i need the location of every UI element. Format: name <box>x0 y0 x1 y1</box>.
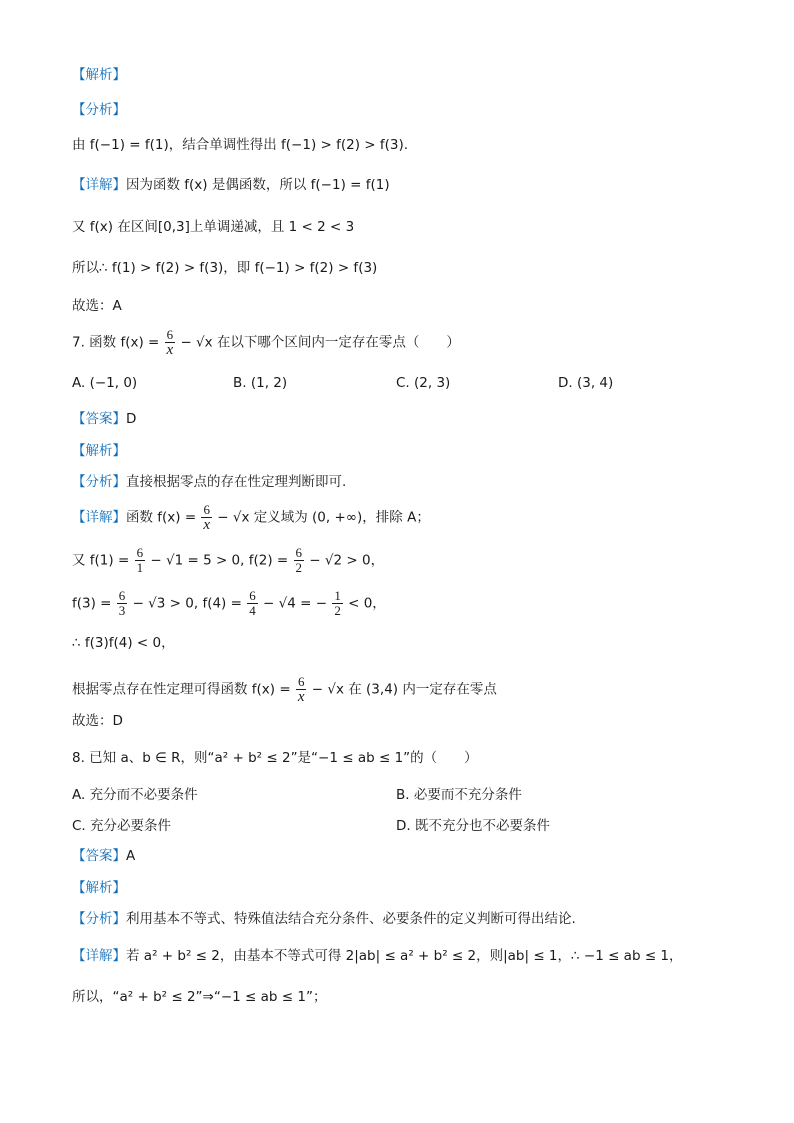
q7-conclusion-prefix: 根据零点存在性定理可得函数 f(x) = <box>72 681 291 698</box>
q7-option-d: D. (3, 4) <box>558 375 614 391</box>
q7-detail-suffix: − √x 定义域为 (0, +∞)，排除 A； <box>217 509 430 526</box>
q8-answer <box>72 847 135 865</box>
q7-choice: 故选：D <box>72 713 123 729</box>
fraction-6-over-4: $\frac{6}{4}$ <box>249 588 256 618</box>
fraction-6-over-x: $\frac{6}{x}$ <box>297 674 305 705</box>
q6-detail-line-2: 又 f(x) 在区间[0,3]上单调递减，且 1 < 2 < 3 <box>72 219 355 235</box>
q7-detail-line-1 <box>72 503 430 532</box>
fraction-6-over-3: $\frac{6}{3}$ <box>118 588 126 618</box>
answer-tag: 【答案】 <box>72 411 126 427</box>
q7-stem <box>72 328 460 357</box>
q7-conclusion-suffix: − √x 在 (3,4) 内一定存在零点 <box>311 681 497 698</box>
q6-detail-line-3: 所以∴ f(1) > f(2) > f(3)，即 f(−1) > f(2) > f(3) <box>72 260 378 276</box>
q8-detail-text: 若 a² + b² ≤ 2，由基本不等式可得 2|ab| ≤ a² + b² ≤ 2，则|ab| ≤ 1，∴ −1 ≤ ab ≤ 1， <box>126 948 683 964</box>
q7-fenxi-text: 直接根据零点的存在性定理判断即可. <box>126 474 347 490</box>
q7-product-line: ∴ f(3)f(4) < 0， <box>72 635 175 651</box>
q7-conclusion <box>72 675 497 704</box>
q8-fenxi <box>72 910 576 928</box>
q6-detail-text: 因为函数 f(x) 是偶函数，所以 f(−1) = f(1) <box>126 177 390 193</box>
q7-f3-suffix: < 0， <box>348 595 386 612</box>
q8-answer-value: A <box>126 848 136 864</box>
fenxi-tag: 【分析】 <box>72 474 126 490</box>
detail-tag: 【详解】 <box>72 177 126 193</box>
q8-fenxi-text: 利用基本不等式、特殊值法结合充分条件、必要条件的定义判断可得出结论. <box>126 911 576 927</box>
q7-f3-f4-line <box>72 589 386 618</box>
q7-option-c: C. (2, 3) <box>396 375 451 391</box>
fenxi-heading: 【分析】 <box>72 102 126 118</box>
fraction-6-over-2: $\frac{6}{2}$ <box>295 545 302 575</box>
q7-option-b: B. (1, 2) <box>233 375 288 391</box>
q7-analysis-heading: 【解析】 <box>72 443 126 459</box>
q7-detail-prefix: 函数 f(x) = <box>126 509 197 526</box>
q8-detail-line-1 <box>72 947 683 965</box>
q8-stem: 8. 已知 a、b ∈ R，则“a² + b² ≤ 2”是“−1 ≤ ab ≤ 1”的（ ） <box>72 750 478 766</box>
q7-answer <box>72 410 136 428</box>
fraction-6-over-x: $\frac{6}{x}$ <box>166 327 174 358</box>
q8-option-b: B. 必要而不充分条件 <box>396 787 522 803</box>
detail-tag: 【详解】 <box>72 948 126 964</box>
detail-tag: 【详解】 <box>72 509 126 526</box>
q8-option-a: A. 充分而不必要条件 <box>72 787 198 803</box>
q7-option-a: A. (−1, 0) <box>72 375 138 391</box>
q7-stem-prefix: 7. 函数 f(x) = <box>72 334 160 351</box>
q6-detail-line-1 <box>72 176 390 194</box>
q6-choice: 故选：A <box>72 298 122 314</box>
q6-fenxi-text: 由 f(−1) = f(1)，结合单调性得出 f(−1) > f(2) > f(3). <box>72 137 409 153</box>
fenxi-tag: 【分析】 <box>72 911 126 927</box>
q7-f1-f2-line <box>72 546 384 575</box>
q7-f1-mid: − √1 = 5 > 0, f(2) = <box>150 552 289 569</box>
fraction-1-over-2: $\frac{1}{2}$ <box>334 588 341 618</box>
q8-option-c: C. 充分必要条件 <box>72 818 172 834</box>
q7-stem-suffix: − √x 在以下哪个区间内一定存在零点（ ） <box>180 334 460 351</box>
fraction-6-over-1: $\frac{6}{1}$ <box>136 545 144 575</box>
q7-fenxi <box>72 473 346 491</box>
q7-f3-prefix: f(3) = <box>72 595 112 612</box>
q8-detail-line-2: 所以，“a² + b² ≤ 2”⇒“−1 ≤ ab ≤ 1”； <box>72 989 327 1005</box>
q7-answer-value: D <box>126 411 137 427</box>
q7-f3-mid2: − √4 = − <box>263 595 328 612</box>
q8-option-d: D. 既不充分也不必要条件 <box>396 818 550 834</box>
answer-tag: 【答案】 <box>72 848 126 864</box>
q7-f3-mid: − √3 > 0, f(4) = <box>132 595 242 612</box>
analysis-heading: 【解析】 <box>72 67 126 83</box>
q7-f1-suffix: − √2 > 0， <box>309 552 385 569</box>
q8-analysis-heading: 【解析】 <box>72 880 126 896</box>
fraction-6-over-x: $\frac{6}{x}$ <box>203 502 211 533</box>
q7-f1-prefix: 又 f(1) = <box>72 552 130 569</box>
